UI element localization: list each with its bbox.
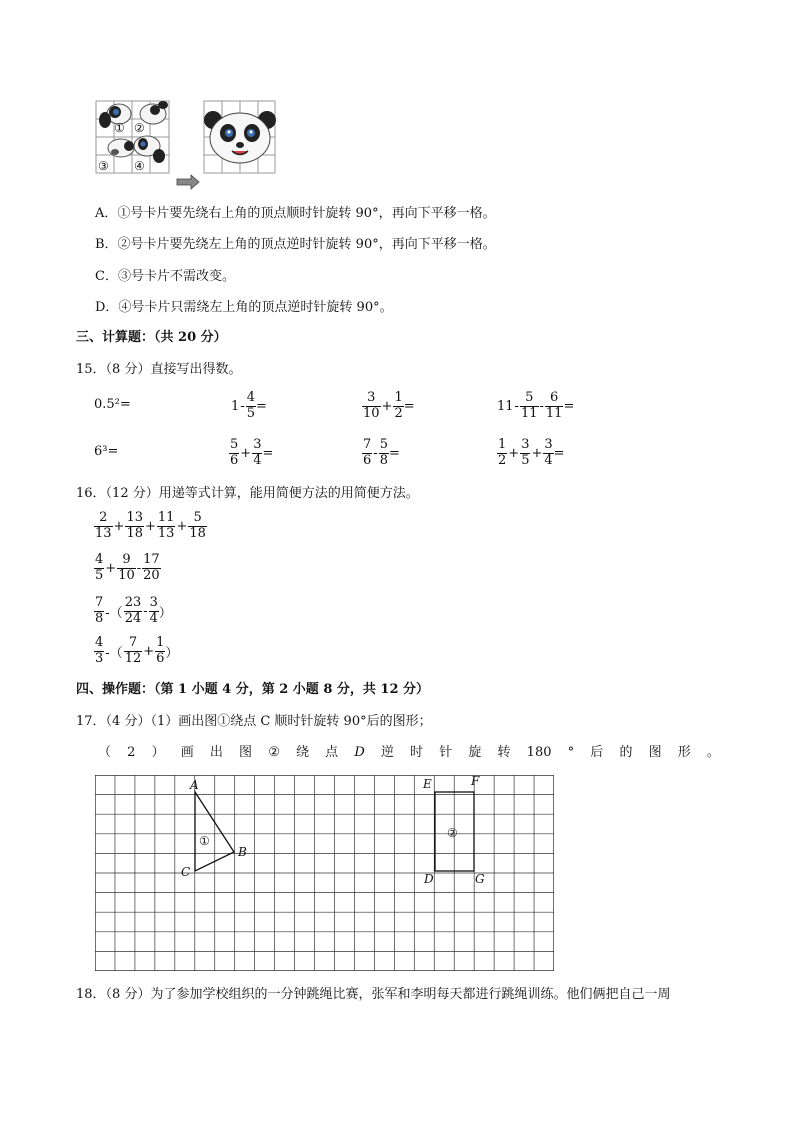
card-4-label: ④ (134, 159, 145, 173)
q16-e2: $\frac{4}{5}$ + $\frac{9}{10}$ - $\frac{17}{20}$ (95, 552, 160, 583)
q15-r2-e1: 6³= (94, 444, 119, 459)
card-2-label: ② (134, 121, 145, 135)
q17-line2-char: 的 (619, 745, 633, 760)
q17-line2-char: 逆 (380, 745, 394, 760)
q17-line2-char: 后 (590, 745, 604, 760)
point-d-label: D (424, 872, 434, 886)
q17-line2-char: （ (98, 745, 112, 760)
q15-r2-e4: $\frac{1}{2}$ + $\frac{3}{5}$ + $\frac{3}{4}$ = (498, 437, 565, 468)
option-b: B．②号卡片要先绕左上角的顶点逆时针旋转 90°，再向下平移一格。 (95, 237, 496, 252)
option-d: D．④号卡片只需绕左上角的顶点逆时针旋转 90°。 (95, 300, 393, 315)
point-g-label: G (475, 872, 485, 886)
q17-line1: 17．（4 分）（1）画出图①绕点 C 顺时针旋转 90°后的图形； (76, 714, 432, 729)
q17-line2-char: 绕 (296, 745, 310, 760)
q17-line2-char: ② (268, 745, 280, 760)
point-b-label: B (238, 845, 247, 859)
point-c-label: C (181, 865, 191, 879)
section-3-title: 三、计算题：（共 20 分） (76, 330, 227, 345)
q17-line2-char: 点 (325, 745, 339, 760)
q17-line2-char: ° (567, 745, 575, 760)
q16-e3: $\frac{7}{8}$ -（ $\frac{23}{24}$ - $\frac{3}{4}$ ） (95, 595, 172, 626)
q15-stem: 15．（8 分）直接写出得数。 (76, 362, 242, 377)
q17-line2-char: 形 (677, 745, 691, 760)
q15-r1-e1: 0.5²= (94, 397, 131, 412)
q17-line2-char: 图 (239, 745, 253, 760)
q16-e1: $\frac{2}{13}$ + $\frac{13}{18}$ + $\frac{11}{13}$ + $\frac{5}{18}$ (95, 510, 206, 541)
q17-line2-char: ） (151, 745, 165, 760)
q17-line2-char: 转 (497, 745, 511, 760)
q17-line2-char: 针 (439, 745, 453, 760)
q15-r1-e4: 11 - $\frac{5}{11}$ - $\frac{6}{11}$ = (497, 390, 575, 421)
point-f-label: F (471, 774, 480, 788)
q17-line2-char: 图 (648, 745, 662, 760)
q17-line2-char: 旋 (468, 745, 482, 760)
card-1-label: ① (114, 121, 125, 135)
q17-line2-char: 180 (526, 745, 552, 760)
point-a-label: A (190, 778, 199, 792)
q15-r2-e3: $\frac{7}{6}$ - $\frac{5}{8}$ = (363, 437, 400, 468)
shape-2-label: ② (447, 826, 458, 840)
q15-r2-e2: $\frac{5}{6}$ + $\frac{3}{4}$ = (230, 437, 274, 468)
q16-stem: 16．（12 分）用递等式计算，能用简便方法的用简便方法。 (76, 486, 419, 501)
option-c: C．③号卡片不需改变。 (95, 269, 235, 284)
shape-1-label: ① (199, 834, 210, 848)
q17-line2-char: 。 (706, 745, 720, 760)
option-a: A．①号卡片要先绕右上角的顶点顺时针旋转 90°，再向下平移一格。 (95, 206, 496, 221)
q15-r1-e2: 1 - $\frac{4}{5}$ = (231, 390, 267, 421)
q17-line2-char: 时 (410, 745, 424, 760)
q15-r1-e3: $\frac{3}{10}$ + $\frac{1}{2}$ = (363, 390, 415, 421)
triangle-shape-1 (195, 792, 234, 871)
card-3-label: ③ (98, 159, 109, 173)
point-e-label: E (423, 777, 432, 791)
q16-e4: $\frac{4}{3}$ -（ $\frac{7}{12}$ + $\frac{1}{6}$ ） (95, 635, 179, 666)
q17-line2-char: 2 (127, 745, 136, 760)
section-4-title: 四、操作题：（第 1 小题 4 分，第 2 小题 8 分，共 12 分） (76, 682, 430, 697)
q17-line2-char: 出 (209, 745, 223, 760)
q18-line1: 18．（8 分）为了参加学校组织的一分钟跳绳比赛，张军和李明每天都进行跳绳训练。他们俩把自己一周 (76, 987, 671, 1002)
q17-line2-char: 画 (180, 745, 194, 760)
q17-line2-char: D (354, 745, 365, 760)
